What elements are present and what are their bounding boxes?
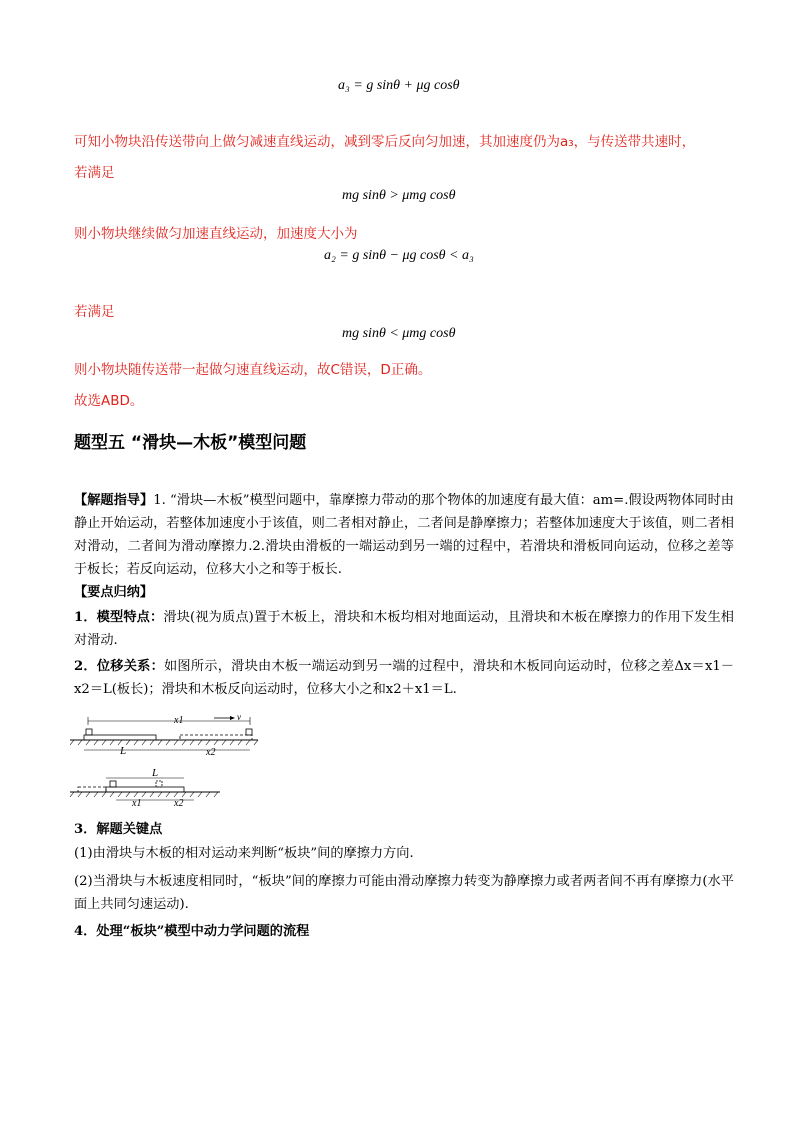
top-board-initial xyxy=(84,735,156,740)
section-title: 题型五 “滑块—木板”模型问题 xyxy=(74,433,307,453)
solution-line-6: 故选ABD。 xyxy=(74,393,144,409)
bottom-diagram xyxy=(70,767,220,809)
top-ground-hatch xyxy=(70,740,258,745)
point-2-text: 如图所示，滑块由木板一端运动到另一端的过程中，滑块和木板同向运动时，位移之差Δx＝x1－x2＝L(板长)；滑块和木板反向运动时，位移大小之和x2＋x1＝L. xyxy=(74,659,734,697)
point-3-title: 3．解题关键点 xyxy=(74,822,163,837)
equation-condition-2: mg sinθ < μmg cosθ xyxy=(342,326,456,341)
point-1-title: 1．模型特点： xyxy=(74,610,164,625)
equation-condition-1: mg sinθ > μmg cosθ xyxy=(342,188,456,203)
solution-line-2: 若满足 xyxy=(74,165,115,181)
bottom-board-initial xyxy=(78,787,106,792)
summary-label: 【要点归纳】 xyxy=(74,585,154,600)
point-2 xyxy=(74,655,734,701)
point-2-title: 2．位移关系： xyxy=(74,659,164,674)
bottom-block-initial xyxy=(110,781,116,787)
bottom-x1-label: x1 xyxy=(132,798,142,809)
solution-line-3: 则小物块继续做匀加速直线运动，加速度大小为 xyxy=(74,226,358,242)
solution-line-4: 若满足 xyxy=(74,304,115,320)
solution-line-5: 则小物块随传送带一起做匀速直线运动，故C错误，D正确。 xyxy=(74,362,432,378)
bottom-L-label: L xyxy=(152,767,159,779)
top-diagram xyxy=(70,712,258,758)
top-x2-label: x2 xyxy=(206,747,216,758)
bottom-block-final xyxy=(156,781,162,787)
top-v-label: v xyxy=(237,712,241,722)
top-block-final xyxy=(246,729,252,735)
equation-a2: a₂ = g sinθ − μg cosθ < a₃ xyxy=(324,248,474,263)
point-1-text: 滑块(视为质点)置于木板上，滑块和木板均相对地面运动，且滑块和木板在摩擦力的作用下发生相对滑动. xyxy=(74,610,734,648)
bottom-board xyxy=(106,787,184,792)
point-1 xyxy=(74,606,734,652)
point-4-title: 4．处理“板块”模型中动力学问题的流程 xyxy=(74,924,310,939)
top-board-final xyxy=(180,735,252,740)
board-block-figure xyxy=(70,712,270,812)
guide-text: 1. “滑块—木板”模型问题中，靠摩擦力带动的那个物体的加速度有最大值：am=.假设两物体同时由静止开始运动，若整体加速度小于该值，则二者相对静止，二者间是静摩擦力；若整体加速度大于该值，则二者相对滑动，二者间为滑动摩擦力.2.滑块由滑板的一端运动到另一端的过程中，若滑块和滑板同向运动，位移之差等于板长；若反向运动，位移大小之和等于板长. xyxy=(74,493,734,577)
guide-label: 【解题指导】 xyxy=(74,493,154,508)
equation-a3: a₃ = g sinθ + μg cosθ xyxy=(338,78,460,93)
top-x1-label: x1 xyxy=(174,715,184,726)
bottom-x2-label: x2 xyxy=(174,798,184,809)
solution-line-1: 可知小物块沿传送带向上做匀减速直线运动，减到零后反向匀加速，其加速度仍为a₃，与传送带共速时， xyxy=(74,134,696,150)
top-L-label: L xyxy=(120,745,127,757)
top-block xyxy=(86,729,92,735)
point-3-item-2: (2)当滑块与木板速度相同时，“板块”间的摩擦力可能由滑动摩擦力转变为静摩擦力或者两者间不再有摩擦力(水平面上共同匀速运动). xyxy=(74,874,734,912)
guide-paragraph xyxy=(74,489,734,581)
bottom-ground-hatch xyxy=(70,792,218,797)
point-3-item-1: (1)由滑块与木板的相对运动来判断“板块”间的摩擦力方向. xyxy=(74,846,414,861)
